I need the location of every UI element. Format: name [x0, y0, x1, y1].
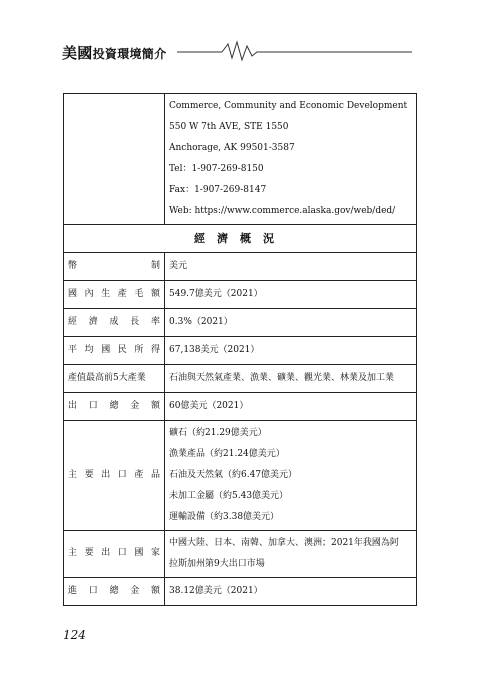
export-countries-value — [165, 531, 417, 578]
row-value: 38.12億美元（2021） — [165, 578, 417, 606]
row-label: 國內生產毛額 — [64, 281, 165, 309]
row-label: 主要出口產品 — [64, 421, 165, 531]
row-value: 石油與天然氣產業、漁業、礦業、觀光業、林業及加工業 — [165, 365, 417, 393]
header-title-country: 美國 — [62, 44, 93, 62]
contact-label-cell — [64, 94, 165, 225]
contact-tel: Tel：1-907-269-8150 — [169, 164, 264, 174]
row-label: 進口總金額 — [64, 578, 165, 606]
row-label: 出口總金額 — [64, 393, 165, 421]
list-item: 未加工金屬（約5.43億美元） — [169, 491, 289, 501]
table-row — [64, 578, 417, 606]
row-label: 產值最高前5大產業 — [64, 365, 165, 393]
contact-web: Web: https://www.commerce.alaska.gov/web/ded/ — [169, 206, 396, 216]
row-value: 67,138美元（2021） — [165, 337, 417, 365]
contact-row — [64, 94, 417, 225]
row-value: 549.7億美元（2021） — [165, 281, 417, 309]
list-item: 漁業產品（約21.24億美元） — [169, 449, 285, 459]
economic-overview-table — [63, 93, 417, 606]
text-line: 中國大陸、日本、南韓、加拿大、澳洲；2021年我國為阿 — [169, 538, 399, 548]
header-title-subtitle: 投資環境簡介 — [92, 47, 167, 61]
section-title: 經濟概況 — [64, 225, 417, 253]
row-value: 60億美元（2021） — [165, 393, 417, 421]
text-line: 拉斯加州第9大出口市場 — [169, 559, 265, 569]
page-header — [62, 40, 422, 64]
export-countries-row — [64, 531, 417, 578]
main-exports-list — [165, 421, 417, 531]
row-value: 0.3%（2021） — [165, 309, 417, 337]
list-item: 石油及天然氣（約6.47億美元） — [169, 470, 298, 480]
row-value: 美元 — [165, 253, 417, 281]
contact-city: Anchorage, AK 99501-3587 — [169, 143, 295, 153]
table-row — [64, 281, 417, 309]
page-number: 124 — [63, 628, 86, 642]
table-row — [64, 365, 417, 393]
row-label: 幣制 — [64, 253, 165, 281]
contact-info-cell — [165, 94, 417, 225]
list-item: 礦石（約21.29億美元） — [169, 428, 267, 438]
row-label: 平均國民所得 — [64, 337, 165, 365]
contact-org: Commerce, Community and Economic Development — [169, 101, 408, 111]
section-header-row — [64, 225, 417, 253]
row-label: 主要出口國家 — [64, 531, 165, 578]
contact-fax: Fax：1-907-269-8147 — [169, 185, 267, 195]
row-label: 經濟成長率 — [64, 309, 165, 337]
table-row — [64, 309, 417, 337]
table-row — [64, 253, 417, 281]
table-row — [64, 337, 417, 365]
table-row — [64, 393, 417, 421]
header-title — [62, 42, 166, 63]
list-item: 運輸設備（約3.38億美元） — [169, 512, 280, 522]
main-exports-row — [64, 421, 417, 531]
contact-address: 550 W 7th AVE, STE 1550 — [169, 122, 289, 132]
